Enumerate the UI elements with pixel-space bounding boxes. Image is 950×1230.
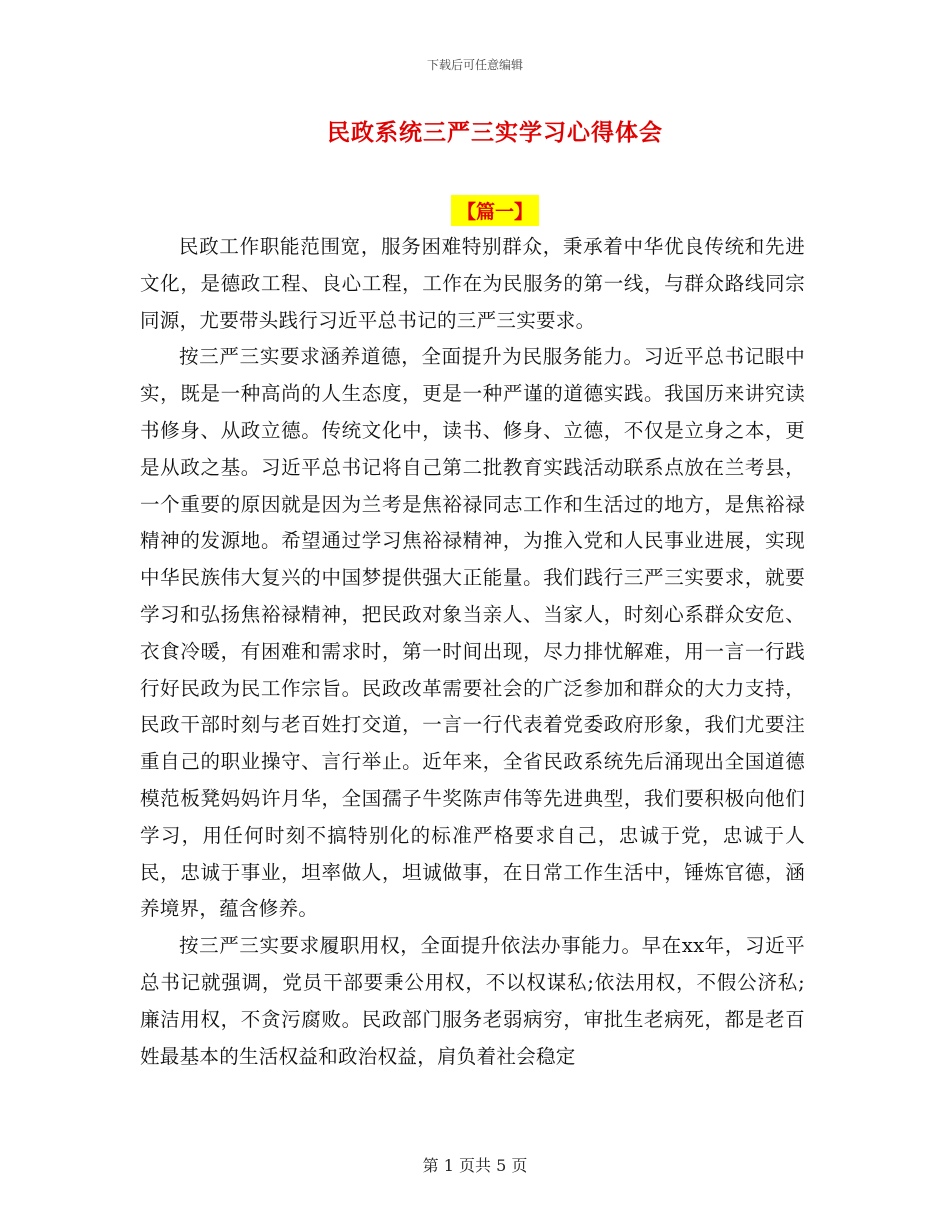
- document-body: [140, 229, 805, 1075]
- section-label-wrapper: [0, 195, 950, 226]
- header-note: 下载后可任意编辑: [426, 58, 523, 72]
- paragraph-1: 民政工作职能范围宽，服务困难特别群众，秉承着中华优良传统和先进文化，是德政工程、良心工程，工作在为民服务的第一线，与群众路线同宗同源，尤要带头践行习近平总书记的三严三实要求。: [140, 235, 805, 332]
- section-label: 【篇一】: [451, 195, 539, 226]
- page-indicator: 第 1 页共 5 页: [422, 1156, 528, 1175]
- paragraph-3: 按三严三实要求履职用权，全面提升依法办事能力。早在xx年，习近平总书记就强调，党员干部要秉公用权，不以权谋私;依法用权，不假公济私;廉洁用权，不贪污腐败。民政部门服务老弱病穷，审批生老病死，都是老百姓最基本的生活权益和政治权益，肩负着社会稳定: [140, 934, 805, 1068]
- document-title: 民政系统三严三实学习心得体会: [327, 119, 663, 146]
- paragraph-2: 按三严三实要求涵养道德，全面提升为民服务能力。习近平总书记眼中实，既是一种高尚的人生态度，更是一种严谨的道德实践。我国历来讲究读书修身、从政立德。传统文化中，读书、修身、立德，不仅是立身之本，更是从政之基。习近平总书记将自己第二批教育实践活动联系点放在兰考县，一个重要的原因就是因为兰考是焦裕禄同志工作和生活过的地方，是焦裕禄精神的发源地。希望通过学习焦裕禄精神，为推入党和人民事业进展，实现中华民族伟大复兴的中国梦提供强大正能量。我们践行三严三实要求，就要学习和弘扬焦裕禄精神，把民政对象当亲人、当家人，时刻心系群众安危、衣食冷暖，有困难和需求时，第一时间出现，尽力排忧解难，用一言一行践行好民政为民工作宗旨。民政改革需要社会的广泛参加和群众的大力支持，民政干部时刻与老百姓打交道，一言一行代表着党委政府形象，我们尤要注重自己的职业操守、言行举止。近年来，全省民政系统先后涌现出全国道德模范板凳妈妈许月华，全国孺子牛奖陈声伟等先进典型，我们要积极向他们学习，用任何时刻不搞特别化的标准严格要求自己，忠诚于党，忠诚于人民，忠诚于事业，坦率做人，坦诚做事，在日常工作生活中，锤炼官德，涵养境界，蕴含修养。: [140, 345, 805, 921]
